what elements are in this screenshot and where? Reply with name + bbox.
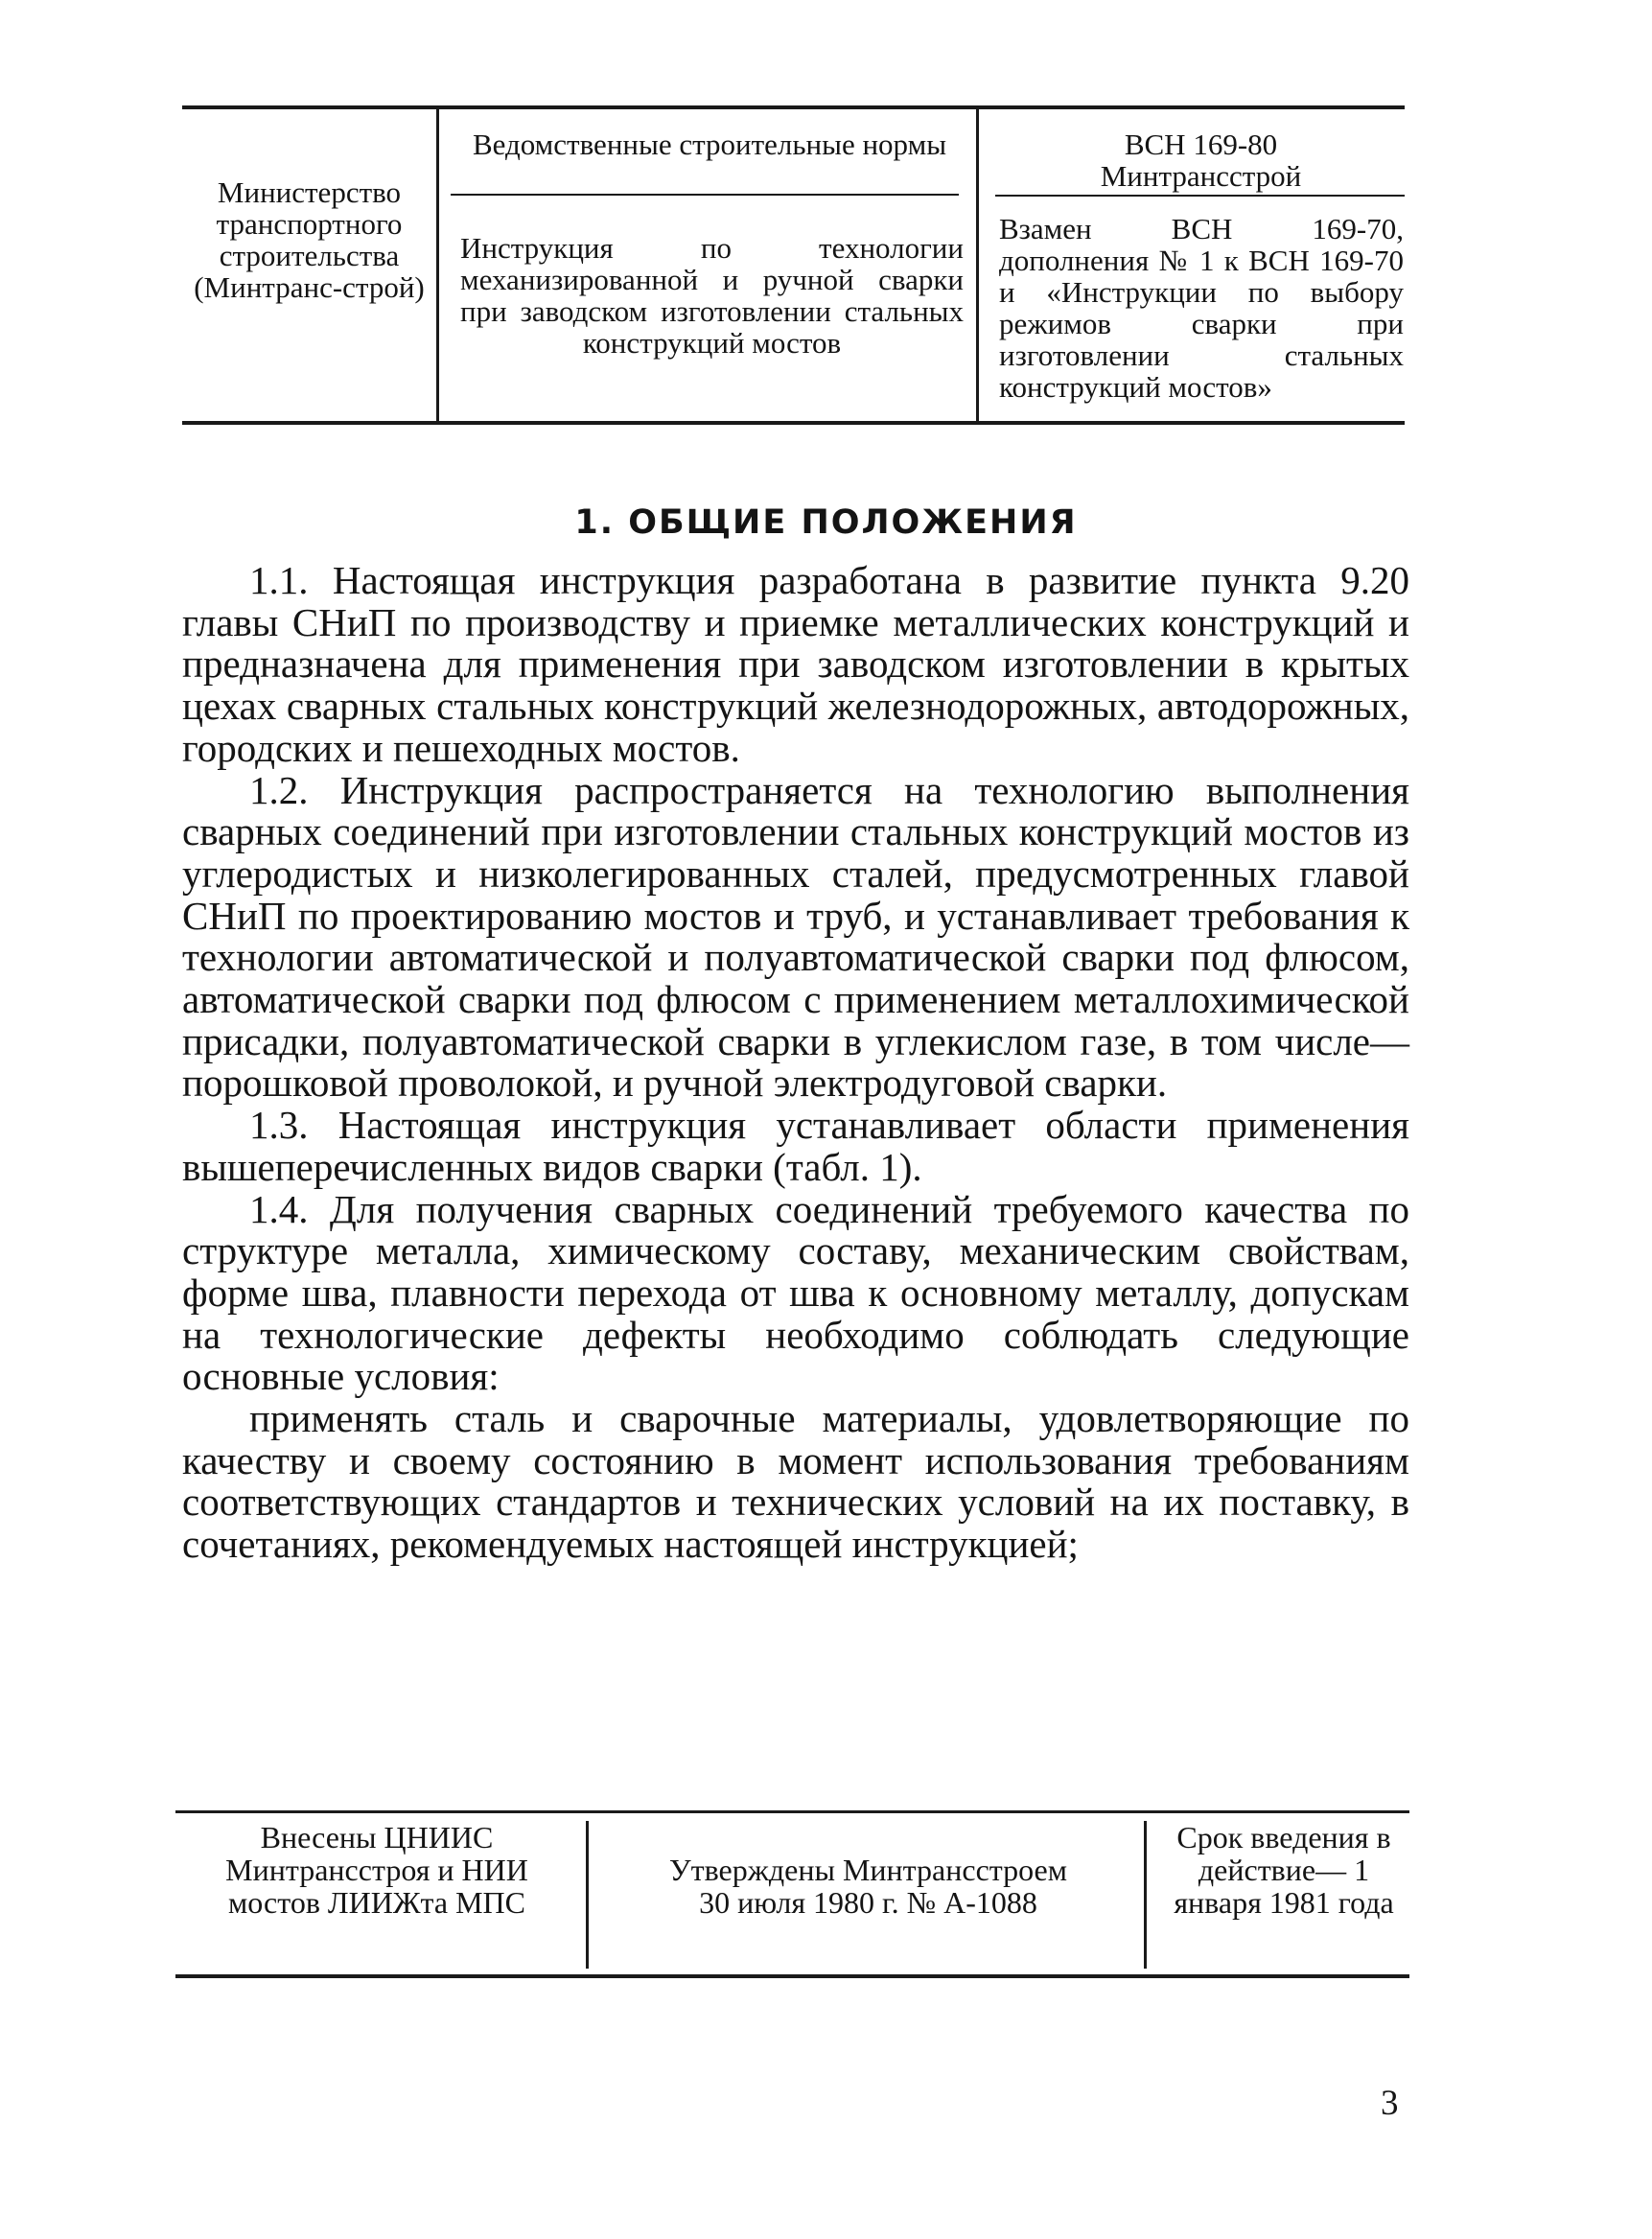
header-table: [182, 105, 1405, 425]
header-rule-middle: [451, 194, 959, 196]
header-divider-1: [436, 109, 439, 421]
paragraph-1-3: 1.3. Настоящая инструкция устанавливает области применения вышеперечисленных видов сварки (табл. 1).: [182, 1103, 1409, 1189]
paragraph-1-2: 1.2. Инструкция распространяется на технологию выполнения сварных соединений при изготовлении стальных конструкций мостов из углеродистых и низколегированных сталей, предусмотренных главой СНиП по проектированию мостов и труб, и устанавливает требования к технологии автоматической и полуавтоматической сварки под флюсом, автоматической сварки под флюсом с применением металлохимической присадки, полуавтоматической сварки в углекислом газе, в том числе—порошковой проволокой, и ручной электродуговой сварки.: [182, 767, 1409, 1106]
section-title: 1. ОБЩИЕ ПОЛОЖЕНИЯ: [574, 503, 1078, 542]
effective-date: Срок введения в действие— 1 января 1981 года: [1174, 1820, 1394, 1920]
footer-table: [175, 1810, 1409, 1978]
introduced-by: Внесены ЦНИИС Минтрансстроя и НИИ мостов ЛИИЖта МПС: [225, 1820, 528, 1920]
paragraph-condition-1: применять сталь и сварочные материалы, удовлетворяющие по качеству и своему состоянию в момент использования требованиям соответствующих стандартов и технических условий на их поставку, в сочетаниях, рекомендуемых настоящей инструкцией;: [182, 1396, 1409, 1567]
document-kind: Ведомственные строительные нормы: [472, 128, 947, 161]
header-rule-right: [995, 195, 1405, 197]
header-divider-2: [976, 109, 979, 421]
document-code: ВСН 169-80: [1124, 128, 1278, 161]
paragraph-1-4: 1.4. Для получения сварных соединений требуемого качества по структуре металла, химическому составу, механическим свойствам, форме шва, плавности перехода от шва к основному металлу, допускам на технологические дефекты необходимо соблюдать следующие основные условия:: [182, 1186, 1409, 1399]
body-text: [182, 560, 1409, 1566]
approval-date: 30 июля 1980 г. № А-1088: [699, 1885, 1037, 1920]
approved-by: Утверждены Минтрансстроем: [668, 1853, 1067, 1887]
replaces-note: Взамен ВСН 169-70, дополнения № 1 к ВСН 169-70 и «Инструкции по выбору режимов сварки при изготовлении стальных конструкций мостов»: [999, 212, 1404, 404]
footer-divider-1: [586, 1821, 589, 1969]
document-code-block: [997, 128, 1405, 192]
ministry-name: Министерство транспортного строительства (Минтранс-строй): [194, 175, 425, 304]
footer-divider-2: [1144, 1821, 1147, 1969]
instruction-title: Инструкция по технологии механизированной и ручной сварки при заводском изготовлении стальных конструкций мостов: [460, 231, 964, 360]
document-issuer: Минтрансстрой: [1100, 159, 1302, 193]
approval-block: [597, 1854, 1139, 1919]
paragraph-1-1: 1.1. Настоящая инструкция разработана в развитие пункта 9.20 главы СНиП по производству и приемке металлических конструкций и предназначена для применения при заводском изготовлении в крытых цехах сварных стальных конструкций железнодорожных, автодорожных, городских и пешеходных мостов.: [182, 558, 1409, 770]
page-number: 3: [1381, 2084, 1399, 2123]
